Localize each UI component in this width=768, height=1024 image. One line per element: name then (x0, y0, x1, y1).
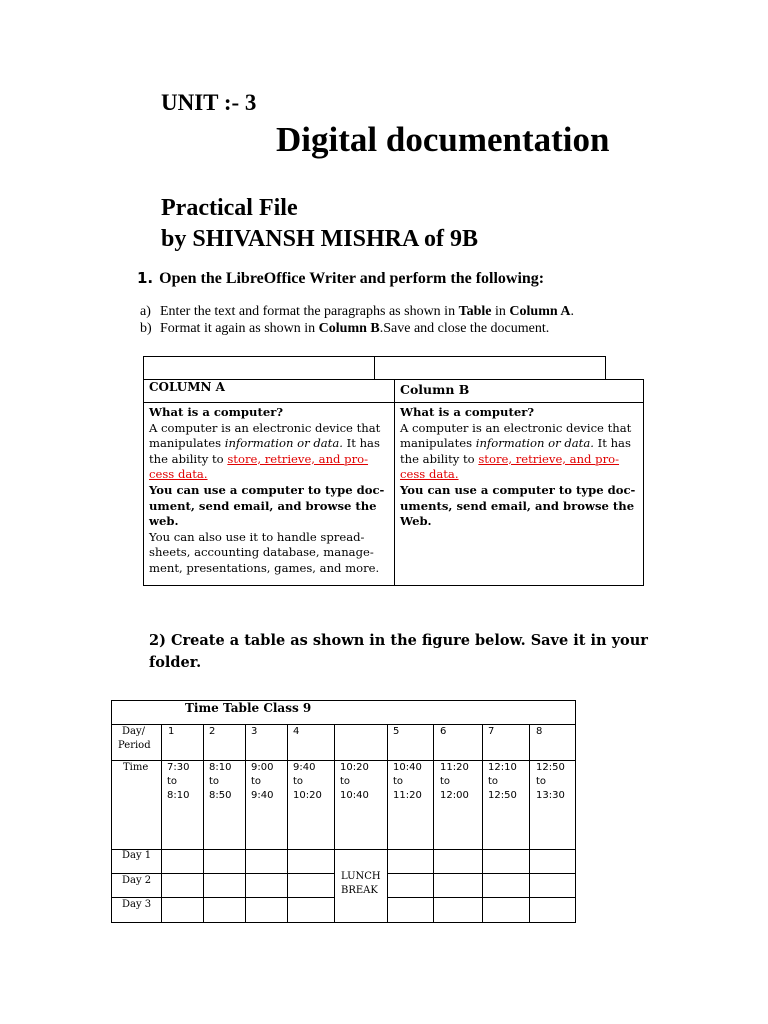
column-b-line: uments, send email, and browse the (400, 498, 635, 513)
column-b-line (400, 452, 640, 468)
instruction-a (140, 304, 574, 320)
time-start: 9:00 (251, 762, 274, 773)
column-b-line (400, 467, 640, 483)
day-label: Day 1 (122, 850, 152, 861)
column-a-line: sheets, accounting database, manage- (149, 545, 374, 560)
break-label: BREAK (341, 885, 378, 896)
time-to: to (393, 776, 404, 787)
instruction-a-bold-table: Table (458, 304, 492, 319)
time-cell (293, 761, 322, 803)
column-a-line: web. (149, 514, 179, 529)
column-b-text: It has (593, 436, 631, 451)
instruction-a-mid: in (491, 304, 510, 319)
instruction-b-bold-column: Column B (318, 321, 380, 336)
column-a-line: ument, send email, and browse the (149, 498, 377, 513)
period-header: 2 (209, 726, 216, 737)
time-end: 11:20 (393, 790, 422, 801)
column-a-line: ment, presentations, games, and more. (149, 560, 380, 575)
question-2 (149, 630, 669, 674)
column-a-header: COLUMN A (149, 380, 225, 394)
question-2-line: 2) Create a table as shown in the figure below. Save it in your (149, 632, 648, 649)
column-b-line: You can use a computer to type doc- (400, 482, 636, 497)
instruction-a-marker: a) (140, 304, 151, 319)
column-b-line: Web. (400, 514, 432, 529)
column-b-text: manipulates (400, 436, 476, 451)
lunch-label: LUNCH (341, 871, 381, 882)
instruction-b-end: .Save and close the document. (379, 321, 550, 336)
column-a-line: You can use a computer to type doc- (149, 482, 385, 497)
column-b-red-text: store, retrieve, and pro- (478, 451, 620, 466)
time-end: 10:40 (340, 790, 369, 801)
column-a-line: A computer is an electronic device that (149, 420, 381, 435)
time-end: 12:50 (488, 790, 517, 801)
period-header: 6 (440, 726, 447, 737)
question-1-number: 1. (137, 269, 154, 287)
column-b-red-text: cess data. (400, 467, 459, 482)
time-to: to (251, 776, 262, 787)
unit-heading: UNIT :- 3 (161, 90, 257, 115)
time-cell (340, 761, 369, 803)
instruction-b-text: Format it again as shown in (160, 321, 319, 336)
period-header: 7 (488, 726, 495, 737)
time-to: to (209, 776, 220, 787)
time-cell (536, 761, 565, 803)
column-a-red-text: store, retrieve, and pro- (227, 451, 369, 466)
instruction-a-end: . (570, 304, 574, 319)
column-a-text: It has (342, 436, 380, 451)
column-a-line (149, 436, 391, 452)
question-2-line: folder. (149, 654, 202, 671)
time-cell (209, 761, 231, 803)
time-end: 13:30 (536, 790, 565, 801)
day-label: Day 2 (122, 875, 152, 886)
time-end: 9:40 (251, 790, 274, 801)
time-start: 9:40 (293, 762, 316, 773)
period-header: 3 (251, 726, 258, 737)
time-end: 8:10 (167, 790, 190, 801)
column-b-cell (400, 405, 640, 530)
instruction-b-marker: b) (140, 321, 152, 336)
time-start: 12:10 (488, 762, 517, 773)
column-b-text: the ability to (400, 451, 479, 466)
column-b-line (400, 436, 640, 452)
column-a-line (149, 452, 391, 468)
time-to: to (293, 776, 304, 787)
question-1 (137, 269, 544, 288)
time-to: to (340, 776, 351, 787)
column-b-line: A computer is an electronic device that (400, 420, 632, 435)
column-a-cell (149, 405, 391, 577)
time-start: 10:20 (340, 762, 369, 773)
column-a-red-text: cess data. (149, 467, 208, 482)
timetable-title: Time Table Class 9 (185, 701, 312, 715)
period-header: 1 (168, 726, 175, 737)
author-line: by SHIVANSH MISHRA of 9B (161, 226, 478, 252)
period-header: 8 (536, 726, 543, 737)
column-a-line: You can also use it to handle spread- (149, 529, 365, 544)
time-row-label: Time (123, 762, 149, 773)
time-start: 8:10 (209, 762, 232, 773)
lunch-break-cell (341, 870, 381, 898)
time-start: 10:40 (393, 762, 422, 773)
time-cell (251, 761, 273, 803)
practical-file-heading: Practical File (161, 195, 298, 221)
document-title: Digital documentation (276, 120, 610, 159)
time-cell (488, 761, 517, 803)
time-cell (393, 761, 422, 803)
column-a-italic: information or data. (224, 436, 343, 451)
period-header: 4 (293, 726, 300, 737)
column-a-text: the ability to (149, 451, 228, 466)
instruction-b (140, 321, 549, 337)
column-b-italic: information or data. (475, 436, 594, 451)
period-header: 5 (393, 726, 400, 737)
column-b-header: Column B (400, 382, 470, 397)
column-a-text: manipulates (149, 436, 225, 451)
time-start: 7:30 (167, 762, 190, 773)
time-end: 12:00 (440, 790, 469, 801)
day-period-label-1: Day/ (122, 726, 145, 737)
time-cell (167, 761, 189, 803)
column-a-line (149, 467, 391, 483)
time-cell (440, 761, 469, 803)
time-to: to (167, 776, 178, 787)
time-end: 8:50 (209, 790, 232, 801)
time-to: to (488, 776, 499, 787)
question-1-text: Open the LibreOffice Writer and perform the following: (159, 270, 545, 287)
time-to: to (536, 776, 547, 787)
time-start: 11:20 (440, 762, 469, 773)
day-period-label-2: Period (118, 740, 151, 751)
time-end: 10:20 (293, 790, 322, 801)
time-to: to (440, 776, 451, 787)
time-start: 12:50 (536, 762, 565, 773)
instruction-a-bold-column: Column A (509, 304, 571, 319)
column-b-heading: What is a computer? (400, 405, 535, 419)
instruction-a-text: Enter the text and format the paragraphs as shown in (160, 304, 459, 319)
column-a-heading: What is a computer? (149, 405, 284, 419)
day-label: Day 3 (122, 899, 152, 910)
